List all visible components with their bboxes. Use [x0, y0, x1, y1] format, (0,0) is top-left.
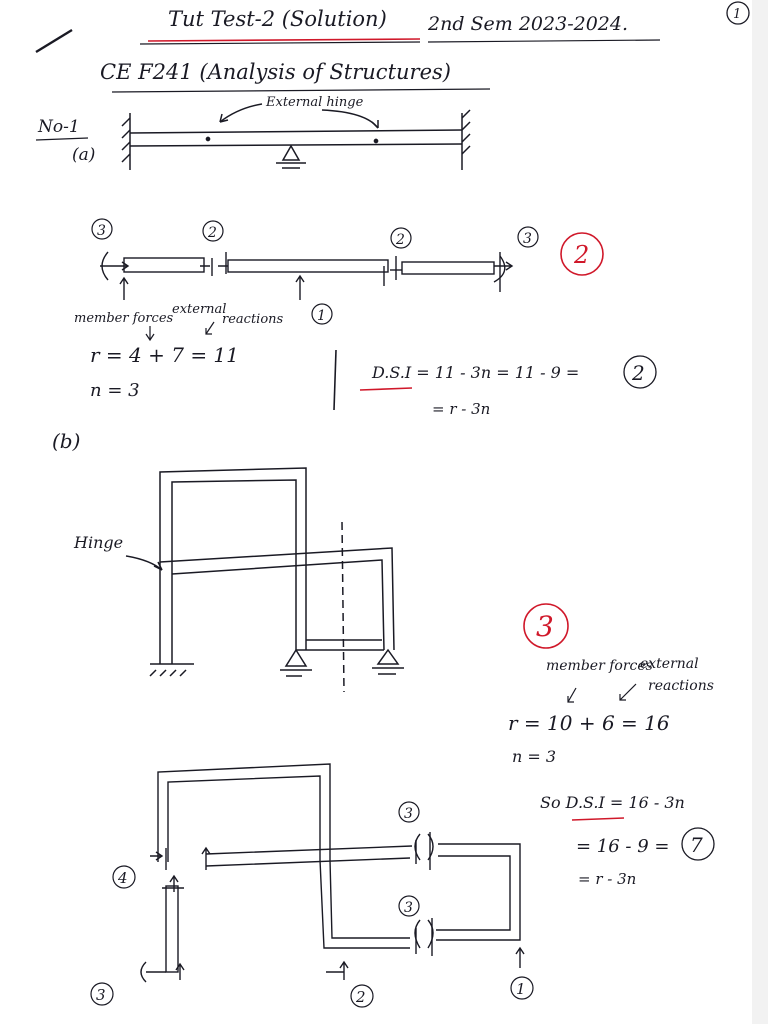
frame-diagram [126, 468, 404, 692]
frame-fbd [141, 764, 524, 982]
divider-bar [334, 350, 336, 410]
legend-member-forces: member forces [74, 311, 174, 326]
semester-underline [428, 40, 660, 42]
dsi-value-q1: 2 [632, 361, 645, 385]
beam-fbd [100, 252, 512, 300]
equation-n: n = 3 [90, 380, 140, 401]
fbd-count-3: 2 [396, 232, 405, 248]
legend-external-b: external [640, 656, 699, 672]
legend-member-forces-b: member forces [546, 658, 653, 674]
question-1-sublabel: (a) [72, 145, 96, 165]
dsi-underline [360, 388, 412, 390]
legend-reactions-b: reactions [648, 678, 714, 694]
equation-r: r = 4 + 7 = 11 [90, 343, 239, 367]
frame-fbd-count-3: 3 [404, 806, 413, 822]
dsi-line-1-b: So D.S.I = 16 - 3n [540, 793, 685, 812]
pen-mark [36, 30, 72, 52]
equation-r-b: r = 10 + 6 = 16 [508, 711, 670, 735]
semester-label: 2nd Sem 2023-2024. [428, 13, 629, 35]
equation-n-b: n = 3 [512, 747, 557, 766]
frame-fbd-count-4: 3 [404, 900, 413, 916]
dsi-formula-q1b: = r - 3n [578, 870, 637, 888]
fbd-count-1: 3 [97, 223, 106, 239]
result-value-q1b: 3 [536, 610, 554, 643]
question-1-underline [36, 138, 88, 140]
title-underline-red [148, 39, 420, 41]
beam-diagram [122, 104, 470, 170]
result-value-q1: 2 [574, 241, 590, 269]
frame-fbd-count-2: 3 [96, 986, 106, 1004]
page-title: Tut Test-2 (Solution) [168, 7, 387, 31]
legend-arrows-b [568, 684, 636, 702]
course-title: CE F241 (Analysis of Structures) [100, 60, 451, 84]
fbd-count-2: 2 [208, 225, 217, 241]
title-underline-black [140, 42, 420, 44]
dsi-equation: D.S.I = 11 - 3n = 11 - 9 = [372, 363, 580, 382]
course-underline [112, 89, 490, 92]
header [100, 7, 628, 84]
dsi-formula-q1: = r - 3n [432, 400, 491, 418]
dsi-line-2-b: = 16 - 9 = [576, 836, 670, 857]
legend-external: external [172, 302, 227, 317]
fbd-count-5: 1 [317, 308, 326, 324]
question-1b-label: (b) [52, 429, 81, 453]
page-edge [752, 0, 768, 1024]
dsi-underline-b [572, 818, 624, 820]
page-number: 1 [733, 7, 742, 22]
dsi-value-q1b: 7 [690, 833, 703, 857]
legend-reactions: reactions [222, 312, 284, 327]
fbd-count-4: 3 [523, 231, 532, 247]
frame-fbd-count-6: 1 [516, 980, 526, 998]
frame-fbd-count-1: 4 [118, 869, 128, 887]
hinge-label: Hinge [74, 533, 124, 552]
external-hinge-annotation: External hinge [266, 95, 364, 110]
question-1-label: No-1 [38, 117, 80, 137]
frame-fbd-count-5: 2 [356, 988, 366, 1006]
